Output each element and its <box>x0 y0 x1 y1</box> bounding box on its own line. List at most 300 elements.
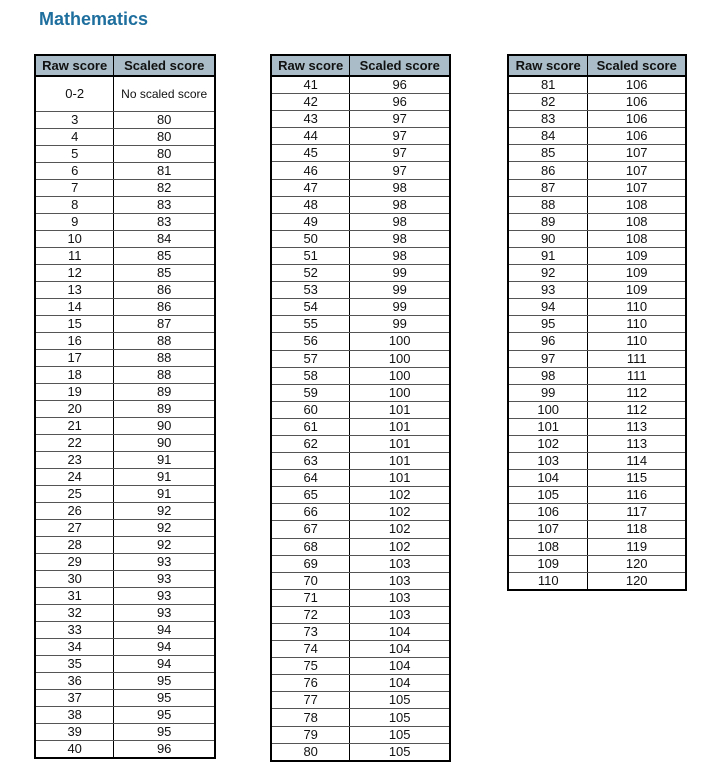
table-row <box>35 299 215 316</box>
raw-score-cell: 110 <box>508 572 588 590</box>
table-row <box>271 111 450 128</box>
raw-score-cell: 95 <box>508 316 588 333</box>
scaled-score-cell: 92 <box>114 537 215 554</box>
table-row <box>508 316 686 333</box>
raw-score-cell: 67 <box>271 521 350 538</box>
scaled-score-cell: 106 <box>588 128 686 145</box>
table-row <box>508 94 686 111</box>
table-body <box>508 76 686 590</box>
raw-score-cell: 12 <box>35 265 114 282</box>
table-row <box>508 162 686 179</box>
table-row <box>508 265 686 282</box>
raw-score-cell: 89 <box>508 213 588 230</box>
raw-score-cell: 72 <box>271 606 350 623</box>
raw-score-cell: 32 <box>35 605 114 622</box>
table-row <box>271 487 450 504</box>
table-row <box>35 486 215 503</box>
table-row <box>35 588 215 605</box>
table-row <box>35 622 215 639</box>
raw-score-cell: 66 <box>271 504 350 521</box>
raw-score-cell: 43 <box>271 111 350 128</box>
table-row <box>271 162 450 179</box>
table-row <box>271 470 450 487</box>
table-row <box>271 606 450 623</box>
raw-score-cell: 90 <box>508 230 588 247</box>
table-row <box>35 724 215 741</box>
raw-score-cell: 26 <box>35 503 114 520</box>
table-row <box>271 265 450 282</box>
scaled-score-cell: 102 <box>350 487 450 504</box>
table-row <box>508 145 686 162</box>
scaled-score-cell: 120 <box>588 555 686 572</box>
raw-score-cell: 53 <box>271 282 350 299</box>
raw-score-cell: 78 <box>271 709 350 726</box>
scaled-score-header: Scaled score <box>588 55 686 76</box>
raw-score-cell: 50 <box>271 230 350 247</box>
scaled-score-cell: 103 <box>350 572 450 589</box>
raw-score-cell: 59 <box>271 384 350 401</box>
scaled-score-cell: 98 <box>350 213 450 230</box>
raw-score-cell: 3 <box>35 112 114 129</box>
scaled-score-cell: 91 <box>114 469 215 486</box>
scaled-score-cell: 84 <box>114 231 215 248</box>
scaled-score-cell: 106 <box>588 76 686 94</box>
scaled-score-cell: 111 <box>588 350 686 367</box>
scaled-score-cell: 86 <box>114 282 215 299</box>
raw-score-cell: 31 <box>35 588 114 605</box>
raw-score-cell: 23 <box>35 452 114 469</box>
raw-score-cell: 4 <box>35 129 114 146</box>
scaled-score-cell: 101 <box>350 453 450 470</box>
table-row <box>508 555 686 572</box>
table-row <box>35 350 215 367</box>
table-row <box>35 469 215 486</box>
scaled-score-cell: 119 <box>588 538 686 555</box>
scaled-score-cell: 99 <box>350 316 450 333</box>
scaled-score-cell: 97 <box>350 162 450 179</box>
table-row <box>35 741 215 759</box>
table-row <box>508 470 686 487</box>
table-row <box>35 333 215 350</box>
raw-score-cell: 17 <box>35 350 114 367</box>
scaled-score-cell: 106 <box>588 94 686 111</box>
scaled-score-cell: 107 <box>588 145 686 162</box>
table-row <box>35 520 215 537</box>
raw-score-cell: 109 <box>508 555 588 572</box>
scaled-score-cell: 101 <box>350 435 450 452</box>
raw-score-cell: 9 <box>35 214 114 231</box>
raw-score-cell: 77 <box>271 692 350 709</box>
raw-score-cell: 10 <box>35 231 114 248</box>
raw-score-cell: 38 <box>35 707 114 724</box>
scaled-score-cell: 110 <box>588 316 686 333</box>
raw-score-cell: 73 <box>271 624 350 641</box>
scaled-score-cell: 88 <box>114 333 215 350</box>
scaled-score-cell: 85 <box>114 248 215 265</box>
raw-score-cell: 54 <box>271 299 350 316</box>
scaled-score-cell: 102 <box>350 538 450 555</box>
raw-score-cell: 102 <box>508 435 588 452</box>
raw-score-cell: 55 <box>271 316 350 333</box>
scaled-score-cell: 100 <box>350 350 450 367</box>
raw-score-cell: 81 <box>508 76 588 94</box>
raw-score-cell: 19 <box>35 384 114 401</box>
scaled-score-cell: 93 <box>114 571 215 588</box>
table-row <box>508 299 686 316</box>
raw-score-cell: 63 <box>271 453 350 470</box>
scaled-score-cell: 90 <box>114 418 215 435</box>
raw-score-cell: 82 <box>508 94 588 111</box>
raw-score-cell: 79 <box>271 726 350 743</box>
raw-score-cell: 61 <box>271 418 350 435</box>
scaled-score-cell: 98 <box>350 230 450 247</box>
raw-score-cell: 74 <box>271 641 350 658</box>
scaled-score-cell: 98 <box>350 179 450 196</box>
scaled-score-cell: 93 <box>114 588 215 605</box>
raw-score-cell: 0-2 <box>35 76 114 112</box>
scaled-score-cell: 101 <box>350 418 450 435</box>
table-row <box>508 350 686 367</box>
raw-score-cell: 47 <box>271 179 350 196</box>
scaled-score-cell: 94 <box>114 656 215 673</box>
raw-score-cell: 46 <box>271 162 350 179</box>
table-row <box>271 589 450 606</box>
table-row <box>508 401 686 418</box>
raw-score-cell: 86 <box>508 162 588 179</box>
raw-score-cell: 57 <box>271 350 350 367</box>
scaled-score-cell: 115 <box>588 470 686 487</box>
raw-score-cell: 62 <box>271 435 350 452</box>
table-row <box>508 179 686 196</box>
table-row <box>271 453 450 470</box>
table-row <box>271 145 450 162</box>
raw-score-cell: 42 <box>271 94 350 111</box>
table-row <box>35 112 215 129</box>
scaled-score-cell: 102 <box>350 521 450 538</box>
table-row <box>271 247 450 264</box>
table-row <box>35 452 215 469</box>
table-row <box>35 214 215 231</box>
raw-score-cell: 76 <box>271 675 350 692</box>
table-row <box>35 180 215 197</box>
scaled-score-cell: 90 <box>114 435 215 452</box>
raw-score-cell: 39 <box>35 724 114 741</box>
table-row <box>35 639 215 656</box>
table-row <box>271 743 450 761</box>
raw-score-cell: 8 <box>35 197 114 214</box>
table-row <box>508 230 686 247</box>
raw-score-cell: 96 <box>508 333 588 350</box>
table-header-row <box>271 55 450 76</box>
raw-score-cell: 16 <box>35 333 114 350</box>
table-row <box>508 453 686 470</box>
table-row <box>35 707 215 724</box>
table-body <box>271 76 450 761</box>
scaled-score-cell: 103 <box>350 589 450 606</box>
scaled-score-cell: 95 <box>114 690 215 707</box>
table-row <box>271 94 450 111</box>
table-row <box>508 282 686 299</box>
table-row <box>508 367 686 384</box>
raw-score-cell: 36 <box>35 673 114 690</box>
table-row <box>271 538 450 555</box>
scaled-score-cell: 108 <box>588 196 686 213</box>
raw-score-cell: 48 <box>271 196 350 213</box>
table-row <box>35 418 215 435</box>
table-row <box>508 418 686 435</box>
scaled-score-cell: 100 <box>350 333 450 350</box>
raw-score-cell: 103 <box>508 453 588 470</box>
table-row <box>35 571 215 588</box>
table-row <box>35 129 215 146</box>
table-row <box>35 401 215 418</box>
table-row <box>271 692 450 709</box>
raw-score-cell: 7 <box>35 180 114 197</box>
table-row <box>35 605 215 622</box>
table-row <box>508 538 686 555</box>
scaled-score-cell: 91 <box>114 486 215 503</box>
raw-score-cell: 80 <box>271 743 350 761</box>
scaled-score-cell: 93 <box>114 554 215 571</box>
scaled-score-cell: 109 <box>588 282 686 299</box>
table-row <box>271 333 450 350</box>
scaled-score-cell: 80 <box>114 146 215 163</box>
raw-score-cell: 6 <box>35 163 114 180</box>
table-row <box>35 656 215 673</box>
scaled-score-cell: 99 <box>350 265 450 282</box>
raw-score-cell: 44 <box>271 128 350 145</box>
raw-score-cell: 64 <box>271 470 350 487</box>
raw-score-cell: 100 <box>508 401 588 418</box>
scaled-score-cell: 96 <box>350 94 450 111</box>
table-row <box>35 146 215 163</box>
raw-score-cell: 68 <box>271 538 350 555</box>
scaled-score-cell: 100 <box>350 384 450 401</box>
table-row <box>271 282 450 299</box>
scaled-score-cell: 83 <box>114 214 215 231</box>
scaled-score-cell: 120 <box>588 572 686 590</box>
raw-score-cell: 107 <box>508 521 588 538</box>
raw-score-cell: 41 <box>271 76 350 94</box>
scaled-score-cell: 80 <box>114 112 215 129</box>
scaled-score-cell: 94 <box>114 639 215 656</box>
raw-score-cell: 83 <box>508 111 588 128</box>
table-row <box>271 367 450 384</box>
scaled-score-cell: 101 <box>350 401 450 418</box>
scaled-score-cell: 86 <box>114 299 215 316</box>
raw-score-cell: 93 <box>508 282 588 299</box>
table-row <box>271 196 450 213</box>
scaled-score-cell: 94 <box>114 622 215 639</box>
raw-score-cell: 15 <box>35 316 114 333</box>
scaled-score-cell: 99 <box>350 282 450 299</box>
table-row <box>508 572 686 590</box>
table-body <box>35 76 215 758</box>
raw-score-cell: 13 <box>35 282 114 299</box>
raw-score-cell: 88 <box>508 196 588 213</box>
scaled-score-cell: 80 <box>114 129 215 146</box>
scaled-score-cell: 83 <box>114 197 215 214</box>
scaled-score-cell: 106 <box>588 111 686 128</box>
scaled-score-cell: 108 <box>588 213 686 230</box>
scaled-score-cell: 103 <box>350 555 450 572</box>
scaled-score-cell: 109 <box>588 247 686 264</box>
table-row <box>35 537 215 554</box>
table-row <box>35 248 215 265</box>
raw-score-cell: 101 <box>508 418 588 435</box>
raw-score-cell: 30 <box>35 571 114 588</box>
scaled-score-cell: 113 <box>588 418 686 435</box>
raw-score-cell: 24 <box>35 469 114 486</box>
raw-score-cell: 35 <box>35 656 114 673</box>
table-row <box>271 555 450 572</box>
scaled-score-cell: 101 <box>350 470 450 487</box>
scaled-score-cell: 95 <box>114 707 215 724</box>
scaled-score-cell: 89 <box>114 401 215 418</box>
scaled-score-cell: 88 <box>114 367 215 384</box>
scaled-score-cell: 111 <box>588 367 686 384</box>
scaled-score-cell: 105 <box>350 743 450 761</box>
scaled-score-cell: 112 <box>588 384 686 401</box>
raw-score-cell: 22 <box>35 435 114 452</box>
raw-score-header: Raw score <box>35 55 114 76</box>
table-row <box>35 316 215 333</box>
scaled-score-cell: 81 <box>114 163 215 180</box>
table-row <box>35 435 215 452</box>
table-row <box>271 709 450 726</box>
scaled-score-cell: 105 <box>350 692 450 709</box>
raw-score-cell: 69 <box>271 555 350 572</box>
scaled-score-cell: 97 <box>350 128 450 145</box>
score-table-2 <box>270 54 451 762</box>
raw-score-cell: 91 <box>508 247 588 264</box>
table-row <box>508 111 686 128</box>
scaled-score-cell: 85 <box>114 265 215 282</box>
table-row <box>35 673 215 690</box>
scaled-score-cell: 82 <box>114 180 215 197</box>
table-row <box>271 299 450 316</box>
scaled-score-cell: 98 <box>350 247 450 264</box>
raw-score-cell: 70 <box>271 572 350 589</box>
raw-score-cell: 94 <box>508 299 588 316</box>
raw-score-cell: 27 <box>35 520 114 537</box>
scaled-score-cell: 103 <box>350 606 450 623</box>
raw-score-cell: 108 <box>508 538 588 555</box>
scaled-score-cell: 114 <box>588 453 686 470</box>
page-title: Mathematics <box>39 9 149 29</box>
table-row <box>271 726 450 743</box>
scaled-score-cell: 93 <box>114 605 215 622</box>
scaled-score-cell: 97 <box>350 111 450 128</box>
scaled-score-cell: 105 <box>350 709 450 726</box>
table-row <box>271 128 450 145</box>
scaled-score-cell: 91 <box>114 452 215 469</box>
table-row <box>271 76 450 94</box>
raw-score-header: Raw score <box>508 55 588 76</box>
table-row <box>271 230 450 247</box>
scaled-score-cell: 99 <box>350 299 450 316</box>
raw-score-cell: 99 <box>508 384 588 401</box>
raw-score-cell: 34 <box>35 639 114 656</box>
scaled-score-cell: 117 <box>588 504 686 521</box>
raw-score-cell: 20 <box>35 401 114 418</box>
raw-score-cell: 75 <box>271 658 350 675</box>
raw-score-cell: 40 <box>35 741 114 759</box>
table-row <box>35 367 215 384</box>
raw-score-cell: 71 <box>271 589 350 606</box>
scaled-score-header: Scaled score <box>350 55 450 76</box>
table-row <box>271 435 450 452</box>
scaled-score-cell: No scaled score <box>114 76 215 112</box>
table-row <box>271 418 450 435</box>
raw-score-header: Raw score <box>271 55 350 76</box>
raw-score-cell: 85 <box>508 145 588 162</box>
table-row <box>508 435 686 452</box>
scaled-score-cell: 104 <box>350 641 450 658</box>
raw-score-cell: 14 <box>35 299 114 316</box>
table-row <box>508 76 686 94</box>
scaled-score-cell: 107 <box>588 179 686 196</box>
table-row <box>35 690 215 707</box>
scaled-score-cell: 96 <box>114 741 215 759</box>
table-row <box>271 624 450 641</box>
scaled-score-cell: 96 <box>350 76 450 94</box>
table-row <box>271 658 450 675</box>
raw-score-cell: 49 <box>271 213 350 230</box>
scaled-score-cell: 95 <box>114 724 215 741</box>
table-row <box>508 333 686 350</box>
raw-score-cell: 28 <box>35 537 114 554</box>
table-row <box>35 163 215 180</box>
scaled-score-cell: 116 <box>588 487 686 504</box>
raw-score-cell: 52 <box>271 265 350 282</box>
scaled-score-cell: 88 <box>114 350 215 367</box>
raw-score-cell: 18 <box>35 367 114 384</box>
table-row <box>35 554 215 571</box>
table-row <box>271 401 450 418</box>
raw-score-cell: 33 <box>35 622 114 639</box>
table-row <box>271 384 450 401</box>
table-row <box>271 504 450 521</box>
raw-score-cell: 87 <box>508 179 588 196</box>
table-row <box>508 213 686 230</box>
table-row <box>35 265 215 282</box>
score-table-3 <box>507 54 687 591</box>
raw-score-cell: 58 <box>271 367 350 384</box>
scaled-score-cell: 109 <box>588 265 686 282</box>
raw-score-cell: 98 <box>508 367 588 384</box>
table-row <box>35 384 215 401</box>
scaled-score-cell: 104 <box>350 658 450 675</box>
table-row <box>508 128 686 145</box>
raw-score-cell: 56 <box>271 333 350 350</box>
table-row <box>271 521 450 538</box>
scaled-score-cell: 98 <box>350 196 450 213</box>
scaled-score-cell: 89 <box>114 384 215 401</box>
scaled-score-cell: 108 <box>588 230 686 247</box>
table-row <box>508 196 686 213</box>
scaled-score-header: Scaled score <box>114 55 215 76</box>
raw-score-cell: 51 <box>271 247 350 264</box>
raw-score-cell: 25 <box>35 486 114 503</box>
table-row <box>508 521 686 538</box>
raw-score-cell: 65 <box>271 487 350 504</box>
scaled-score-cell: 97 <box>350 145 450 162</box>
table-row <box>508 384 686 401</box>
table-row <box>508 247 686 264</box>
table-row <box>271 213 450 230</box>
raw-score-cell: 104 <box>508 470 588 487</box>
